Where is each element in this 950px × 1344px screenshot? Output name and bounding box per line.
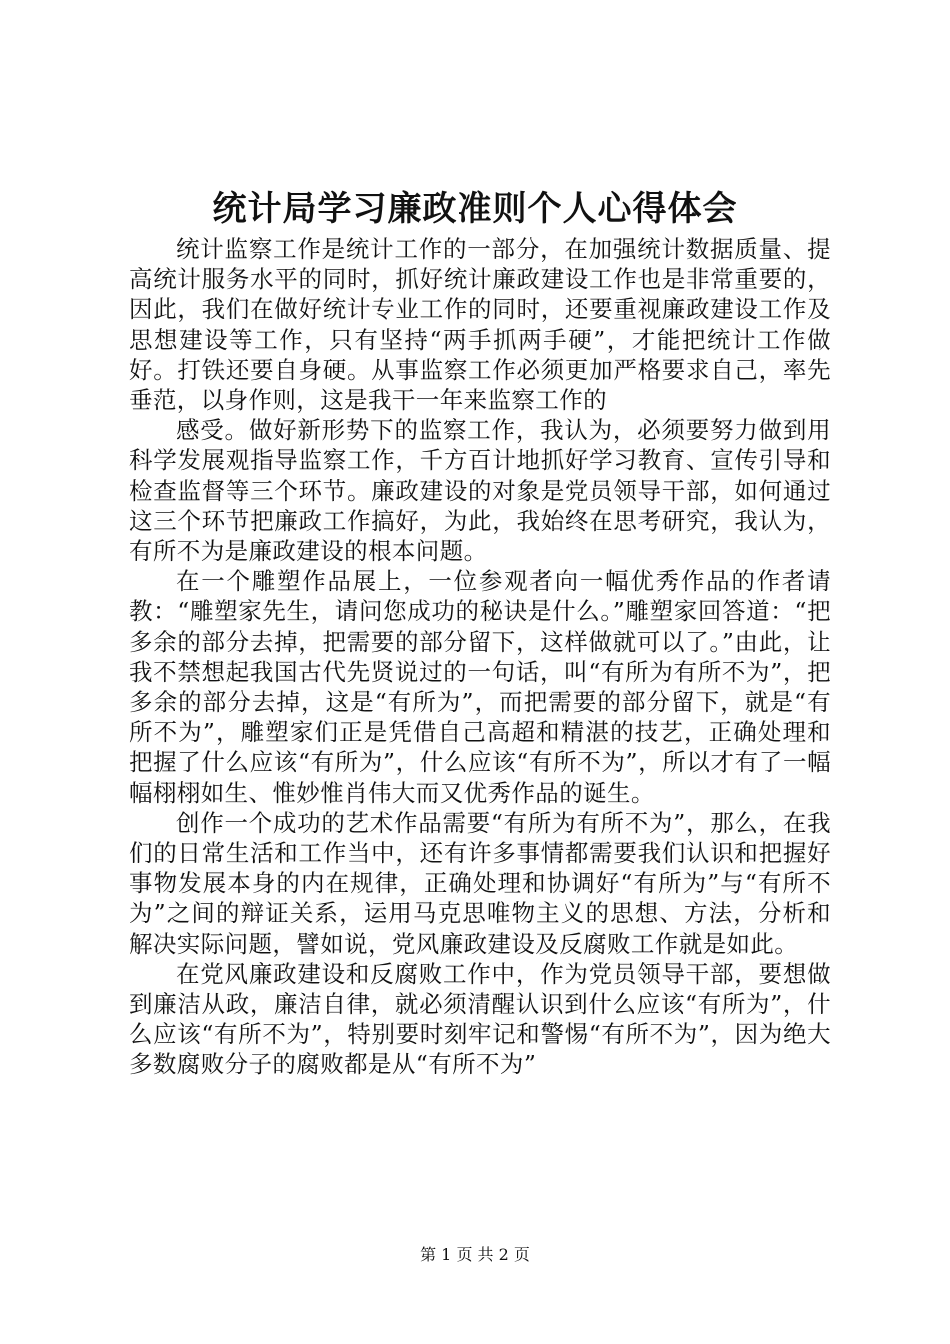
document-title: 统计局学习廉政准则个人心得体会 bbox=[212, 189, 738, 229]
paragraph-1: 统计监察工作是统计工作的一部分，在加强统计数据质量、提高统计服务水平的同时，抓好统计廉政建设工作也是非常重要的，因此，我们在做好统计专业工作的同时，还要重视廉政建设工作及思想建设等工作，只有坚持“两手抓两手硬”，才能把统计工作做好。打铁还要自身硬。从事监察工作必须更加严格要求自己，率先垂范，以身作则，这是我干一年来监察工作的 bbox=[129, 235, 831, 415]
paragraph-4: 创作一个成功的艺术作品需要“有所为有所不为”，那么，在我们的日常生活和工作当中，还有许多事情都需要我们认识和把握好事物发展本身的内在规律，正确处理和协调好“有所为”与“有所不为”之间的辩证关系，运用马克思唯物主义的思想、方法，分析和解决实际问题，譬如说，党风廉政建设及反腐败工作就是如此。 bbox=[129, 808, 831, 958]
paragraph-2: 感受。做好新形势下的监察工作，我认为，必须要努力做到用科学发展观指导监察工作，千方百计地抓好学习教育、宣传引导和检查监督等三个环节。廉政建设的对象是党员领导干部，如何通过这三个环节把廉政工作搞好，为此，我始终在思考研究，我认为，有所不为是廉政建设的根本问题。 bbox=[129, 416, 831, 566]
document-body bbox=[129, 234, 831, 1080]
paragraph-3: 在一个雕塑作品展上，一位参观者向一幅优秀作品的作者请教：“雕塑家先生，请问您成功的秘诀是什么。”雕塑家回答道：“把多余的部分去掉，把需要的部分留下，这样做就可以了。”由此，让我不禁想起我国古代先贤说过的一句话，叫“有所为有所不为”，把多余的部分去掉，这是“有所为”，而把需要的部分留下，就是“有所不为”，雕塑家们正是凭借自己高超和精湛的技艺，正确处理和把握了什么应该“有所为”，什么应该“有所不为”，所以才有了一幅幅栩栩如生、惟妙惟肖伟大而又优秀作品的诞生。 bbox=[129, 567, 831, 807]
paragraph-5: 在党风廉政建设和反腐败工作中，作为党员领导干部，要想做到廉洁从政，廉洁自律，就必须清醒认识到什么应该“有所为”，什么应该“有所不为”，特别要时刻牢记和警惕“有所不为”，因为绝大多数腐败分子的腐败都是从“有所不为” bbox=[129, 959, 831, 1079]
page-number-footer: 第 1 页 共 2 页 bbox=[420, 1245, 530, 1264]
